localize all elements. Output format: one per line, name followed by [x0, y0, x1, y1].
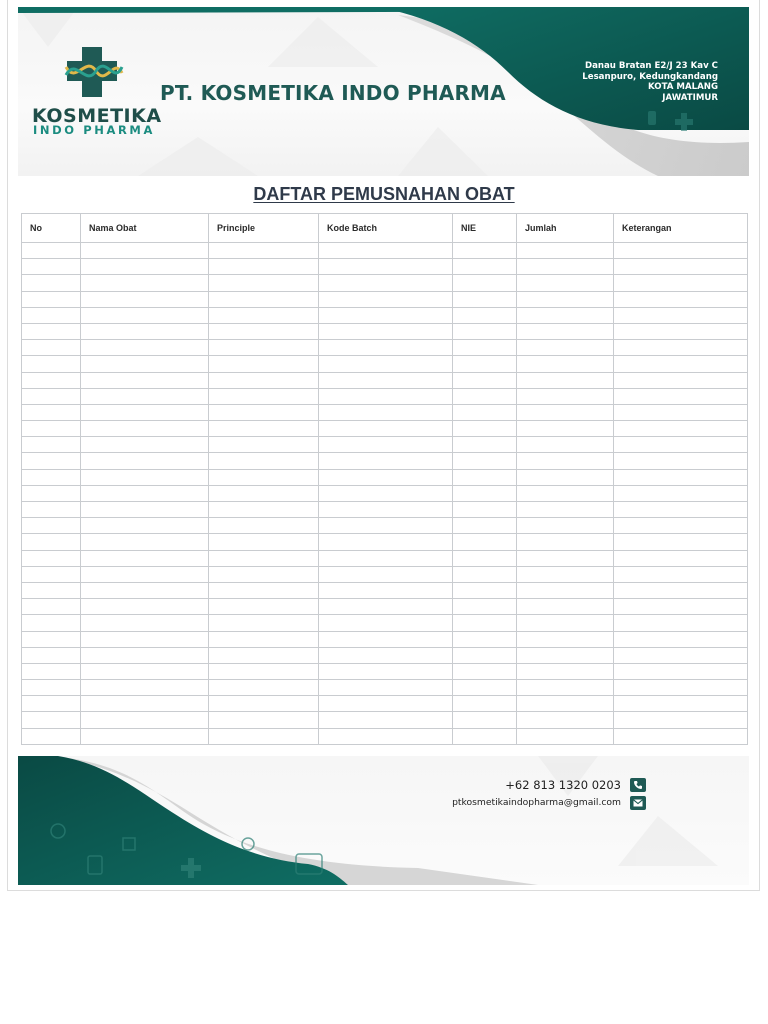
table-cell[interactable] [517, 647, 614, 663]
table-cell[interactable] [209, 388, 319, 404]
table-cell[interactable] [319, 469, 453, 485]
logo-subtitle: INDO PHARMA [33, 123, 155, 137]
table-cell[interactable] [517, 582, 614, 598]
table-cell[interactable] [517, 518, 614, 534]
table-cell[interactable] [81, 518, 209, 534]
table-cell[interactable] [209, 307, 319, 323]
table-cell[interactable] [517, 550, 614, 566]
table-cell[interactable] [517, 421, 614, 437]
table-cell[interactable] [81, 663, 209, 679]
contact-email: ptkosmetikaindopharma@gmail.com [452, 797, 621, 808]
table-cell[interactable] [517, 323, 614, 339]
table-cell[interactable] [517, 615, 614, 631]
table-cell[interactable] [319, 291, 453, 307]
table-cell[interactable] [209, 275, 319, 291]
table-cell[interactable] [22, 372, 81, 388]
table-cell[interactable] [614, 680, 748, 696]
table-cell[interactable] [22, 485, 81, 501]
table-cell[interactable] [614, 728, 748, 744]
table-cell[interactable] [81, 599, 209, 615]
table-cell[interactable] [209, 291, 319, 307]
table-cell[interactable] [517, 663, 614, 679]
column-header-no: No [22, 214, 81, 243]
table-cell[interactable] [319, 663, 453, 679]
phone-icon [630, 778, 646, 792]
table-cell[interactable] [517, 599, 614, 615]
table-cell[interactable] [453, 307, 517, 323]
table-cell[interactable] [209, 615, 319, 631]
table-cell[interactable] [22, 437, 81, 453]
disposal-table [21, 213, 748, 745]
table-cell[interactable] [517, 566, 614, 582]
table-cell[interactable] [22, 599, 81, 615]
table-row [22, 582, 748, 598]
table-cell[interactable] [81, 550, 209, 566]
table-row [22, 485, 748, 501]
table-cell[interactable] [319, 631, 453, 647]
table-row [22, 712, 748, 728]
table-cell[interactable] [22, 275, 81, 291]
table-cell[interactable] [22, 356, 81, 372]
table-cell[interactable] [22, 712, 81, 728]
table-cell[interactable] [81, 647, 209, 663]
table-cell[interactable] [517, 485, 614, 501]
table-cell[interactable] [614, 275, 748, 291]
table-cell[interactable] [81, 485, 209, 501]
address-line: JAWATIMUR [662, 92, 718, 103]
table-cell[interactable] [22, 696, 81, 712]
table-cell[interactable] [81, 453, 209, 469]
table-cell[interactable] [614, 712, 748, 728]
table-row [22, 647, 748, 663]
address-line: Danau Bratan E2/J 23 Kav C [584, 61, 718, 71]
table-cell[interactable] [319, 356, 453, 372]
table-cell[interactable] [614, 518, 748, 534]
table-cell[interactable] [209, 323, 319, 339]
table-cell[interactable] [209, 599, 319, 615]
table-cell[interactable] [453, 291, 517, 307]
table-row [22, 372, 748, 388]
address-line: KOTA MALANG [648, 82, 718, 93]
table-row [22, 437, 748, 453]
table-cell[interactable] [209, 550, 319, 566]
table-cell[interactable] [209, 453, 319, 469]
table-cell[interactable] [22, 566, 81, 582]
table-cell[interactable] [614, 550, 748, 566]
table-cell[interactable] [209, 712, 319, 728]
table-cell[interactable] [319, 404, 453, 420]
table-cell[interactable] [209, 485, 319, 501]
column-header-kode-batch: Kode Batch [319, 214, 453, 243]
table-row [22, 469, 748, 485]
table-cell[interactable] [22, 421, 81, 437]
table-row [22, 421, 748, 437]
table-cell[interactable] [81, 275, 209, 291]
table-cell[interactable] [81, 728, 209, 744]
table-cell[interactable] [81, 534, 209, 550]
table-cell[interactable] [22, 243, 81, 259]
table-cell[interactable] [22, 404, 81, 420]
table-cell[interactable] [453, 502, 517, 518]
table-cell[interactable] [81, 356, 209, 372]
table-cell[interactable] [453, 421, 517, 437]
table-cell[interactable] [319, 599, 453, 615]
table-cell[interactable] [81, 372, 209, 388]
table-cell[interactable] [209, 680, 319, 696]
table-cell[interactable] [517, 453, 614, 469]
table-cell[interactable] [319, 696, 453, 712]
table-cell[interactable] [453, 566, 517, 582]
table-cell[interactable] [81, 615, 209, 631]
table-cell[interactable] [209, 728, 319, 744]
table-cell[interactable] [453, 599, 517, 615]
table-cell[interactable] [22, 534, 81, 550]
table-cell[interactable] [209, 502, 319, 518]
table-cell[interactable] [22, 340, 81, 356]
table-cell[interactable] [209, 356, 319, 372]
table-cell[interactable] [209, 469, 319, 485]
document-title [0, 184, 768, 205]
table-cell[interactable] [453, 696, 517, 712]
table-cell[interactable] [453, 404, 517, 420]
table-cell[interactable] [209, 518, 319, 534]
envelope-icon [630, 796, 646, 810]
logo-wordmark: KOSMETIKA [32, 105, 162, 127]
table-cell[interactable] [453, 728, 517, 744]
table-cell[interactable] [453, 518, 517, 534]
table-cell[interactable] [319, 518, 453, 534]
table-cell[interactable] [22, 502, 81, 518]
table-cell[interactable] [319, 728, 453, 744]
table-cell[interactable] [319, 566, 453, 582]
table-cell[interactable] [453, 534, 517, 550]
table-row [22, 680, 748, 696]
table-cell[interactable] [453, 323, 517, 339]
table-cell[interactable] [614, 388, 748, 404]
table-cell[interactable] [453, 243, 517, 259]
table-row [22, 696, 748, 712]
table-cell[interactable] [517, 243, 614, 259]
company-address [582, 61, 718, 103]
table-cell[interactable] [453, 712, 517, 728]
table-row [22, 275, 748, 291]
table-cell[interactable] [319, 680, 453, 696]
table-cell[interactable] [319, 534, 453, 550]
table-cell[interactable] [81, 680, 209, 696]
table-cell[interactable] [319, 453, 453, 469]
table-cell[interactable] [453, 340, 517, 356]
table-cell[interactable] [22, 615, 81, 631]
table-cell[interactable] [614, 437, 748, 453]
column-header-keterangan: Keterangan [614, 214, 748, 243]
table-cell[interactable] [319, 485, 453, 501]
table-cell[interactable] [209, 243, 319, 259]
table-cell[interactable] [517, 712, 614, 728]
table-cell[interactable] [614, 647, 748, 663]
table-cell[interactable] [22, 582, 81, 598]
table-cell[interactable] [453, 453, 517, 469]
table-cell[interactable] [319, 421, 453, 437]
table-cell[interactable] [22, 323, 81, 339]
table-cell[interactable] [614, 259, 748, 275]
table-cell[interactable] [319, 307, 453, 323]
table-cell[interactable] [81, 404, 209, 420]
table-row [22, 291, 748, 307]
table-cell[interactable] [614, 421, 748, 437]
table-cell[interactable] [22, 647, 81, 663]
table-cell[interactable] [517, 437, 614, 453]
table-cell[interactable] [209, 696, 319, 712]
table-row [22, 566, 748, 582]
table-cell[interactable] [209, 647, 319, 663]
table-cell[interactable] [517, 404, 614, 420]
table-cell[interactable] [319, 243, 453, 259]
table-cell[interactable] [517, 388, 614, 404]
table-cell[interactable] [81, 340, 209, 356]
table-cell[interactable] [81, 502, 209, 518]
table-row [22, 550, 748, 566]
table-cell[interactable] [614, 502, 748, 518]
table-cell[interactable] [319, 340, 453, 356]
table-cell[interactable] [453, 388, 517, 404]
table-cell[interactable] [614, 663, 748, 679]
table-row [22, 631, 748, 647]
table-cell[interactable] [517, 502, 614, 518]
table-cell[interactable] [517, 469, 614, 485]
table-cell[interactable] [22, 259, 81, 275]
footer-wave-decoration [18, 756, 749, 885]
column-header-principle: Principle [209, 214, 319, 243]
table-cell[interactable] [22, 453, 81, 469]
table-row [22, 599, 748, 615]
table-cell[interactable] [22, 728, 81, 744]
table-cell[interactable] [614, 566, 748, 582]
table-cell[interactable] [517, 728, 614, 744]
letterhead [18, 7, 749, 176]
column-header-nie: NIE [453, 214, 517, 243]
table-cell[interactable] [81, 631, 209, 647]
table-cell[interactable] [453, 469, 517, 485]
table-cell[interactable] [319, 502, 453, 518]
table-cell[interactable] [453, 663, 517, 679]
table-row [22, 663, 748, 679]
table-cell[interactable] [81, 323, 209, 339]
table-cell[interactable] [22, 307, 81, 323]
table-cell[interactable] [319, 582, 453, 598]
table-cell[interactable] [22, 663, 81, 679]
table-cell[interactable] [209, 663, 319, 679]
table-cell[interactable] [319, 615, 453, 631]
table-cell[interactable] [209, 421, 319, 437]
table-cell[interactable] [614, 599, 748, 615]
table-cell[interactable] [209, 534, 319, 550]
table-cell[interactable] [453, 437, 517, 453]
table-cell[interactable] [81, 388, 209, 404]
table-row [22, 728, 748, 744]
table-cell[interactable] [22, 631, 81, 647]
table-cell[interactable] [209, 404, 319, 420]
table-cell[interactable] [517, 340, 614, 356]
table-cell[interactable] [209, 340, 319, 356]
table-cell[interactable] [209, 259, 319, 275]
table-cell[interactable] [614, 631, 748, 647]
table-row [22, 518, 748, 534]
document-title-text: DAFTAR PEMUSNAHAN OBAT [253, 184, 515, 204]
table-cell[interactable] [319, 259, 453, 275]
table-cell[interactable] [453, 485, 517, 501]
column-header-jumlah: Jumlah [517, 214, 614, 243]
table-cell[interactable] [453, 615, 517, 631]
table-cell[interactable] [209, 631, 319, 647]
table-cell[interactable] [517, 356, 614, 372]
table-cell[interactable] [453, 582, 517, 598]
table-cell[interactable] [453, 372, 517, 388]
table-row [22, 323, 748, 339]
table-cell[interactable] [453, 356, 517, 372]
address-line: Lesanpuro, Kedungkandang [582, 71, 718, 82]
table-cell[interactable] [517, 696, 614, 712]
table-cell[interactable] [319, 323, 453, 339]
contact-phone: +62 813 1320 0203 [505, 778, 621, 792]
table-cell[interactable] [453, 647, 517, 663]
table-row [22, 340, 748, 356]
table-cell[interactable] [453, 275, 517, 291]
table-row [22, 388, 748, 404]
table-cell[interactable] [22, 518, 81, 534]
table-cell[interactable] [22, 291, 81, 307]
table-cell[interactable] [81, 437, 209, 453]
table-cell[interactable] [614, 453, 748, 469]
table-cell[interactable] [81, 696, 209, 712]
table-row [22, 534, 748, 550]
table-cell[interactable] [81, 259, 209, 275]
table-cell[interactable] [614, 534, 748, 550]
table-row [22, 502, 748, 518]
table-cell[interactable] [453, 631, 517, 647]
table-cell[interactable] [614, 307, 748, 323]
table-cell[interactable] [319, 712, 453, 728]
table-cell[interactable] [319, 388, 453, 404]
column-header-nama-obat: Nama Obat [81, 214, 209, 243]
table-cell[interactable] [517, 534, 614, 550]
table-cell[interactable] [81, 421, 209, 437]
table-cell[interactable] [81, 469, 209, 485]
table-cell[interactable] [453, 259, 517, 275]
table-cell[interactable] [81, 243, 209, 259]
table-cell[interactable] [319, 550, 453, 566]
table-cell[interactable] [81, 307, 209, 323]
table-cell[interactable] [22, 550, 81, 566]
table-cell[interactable] [81, 291, 209, 307]
table-cell[interactable] [319, 437, 453, 453]
table-cell[interactable] [517, 275, 614, 291]
table-cell[interactable] [319, 275, 453, 291]
table-row [22, 259, 748, 275]
table-cell[interactable] [614, 340, 748, 356]
table-cell[interactable] [614, 615, 748, 631]
table-header-row [22, 214, 748, 243]
table-cell[interactable] [453, 680, 517, 696]
table-cell[interactable] [209, 566, 319, 582]
table-cell[interactable] [81, 712, 209, 728]
table-cell[interactable] [614, 404, 748, 420]
table-cell[interactable] [319, 647, 453, 663]
table-cell[interactable] [517, 372, 614, 388]
table-row [22, 615, 748, 631]
table-cell[interactable] [614, 243, 748, 259]
table-cell[interactable] [319, 372, 453, 388]
table-body [22, 243, 748, 745]
table-cell[interactable] [209, 582, 319, 598]
table-cell[interactable] [517, 680, 614, 696]
table-row [22, 243, 748, 259]
table-cell[interactable] [614, 323, 748, 339]
table-row [22, 307, 748, 323]
table-row [22, 453, 748, 469]
table-cell[interactable] [209, 437, 319, 453]
table-cell[interactable] [614, 469, 748, 485]
table-cell[interactable] [614, 291, 748, 307]
table-row [22, 356, 748, 372]
table-cell[interactable] [614, 696, 748, 712]
table-cell[interactable] [614, 485, 748, 501]
letterhead-footer [18, 756, 749, 885]
table-cell[interactable] [517, 291, 614, 307]
table-cell[interactable] [614, 582, 748, 598]
table-cell[interactable] [614, 372, 748, 388]
table-cell[interactable] [81, 566, 209, 582]
table-cell[interactable] [517, 259, 614, 275]
table-cell[interactable] [517, 631, 614, 647]
table-cell[interactable] [22, 680, 81, 696]
table-row [22, 404, 748, 420]
table-cell[interactable] [614, 356, 748, 372]
table-cell[interactable] [81, 582, 209, 598]
table-cell[interactable] [453, 550, 517, 566]
table-cell[interactable] [22, 469, 81, 485]
table-cell[interactable] [209, 372, 319, 388]
table-cell[interactable] [22, 388, 81, 404]
company-name: PT. KOSMETIKA INDO PHARMA [160, 81, 506, 105]
table-cell[interactable] [517, 307, 614, 323]
